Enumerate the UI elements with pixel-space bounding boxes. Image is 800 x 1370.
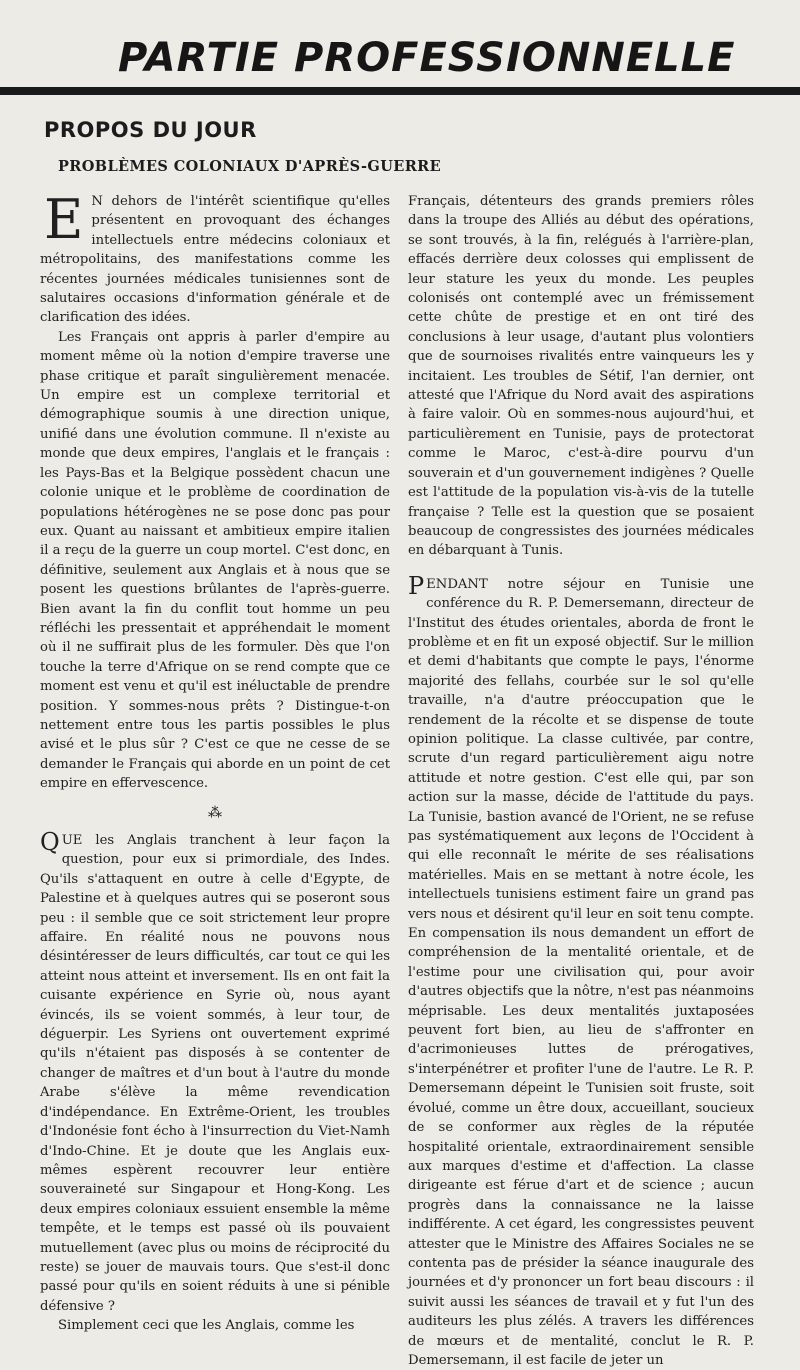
paragraph-text: ENDANT notre séjour en Tunisie une conférence du R. P. Demersemann, directeur de l'Institut des études orientales, aborda de front le problème et en fit un exposé objectif. Sur le million et demi d'habitants que compte le pays, l'énorme majorité des fellahs, courbée sur le sol qu'elle travaille, n'a d'autre préoccupation que le rendement de la récolte et se dispense de toute opinion politique. La classe cultivée, par contre, scrute d'un regard particulièrement aigu notre attitude et notre gestion. C'est elle qui, par son action sur la masse, décide de l'attitude du pays. La Tunisie, bastion avancé de l'Orient, ne se refuse pas systématiquement aux leçons de l'Occident à qui elle reconnaît le mérite de ses réalisations matérielles. Mais en se mettant à notre école, les intellectuels tunisiens estiment faire un grand pas vers nous et désirent qu'il leur en soit tenu compte. En compensation ils nous demandent un effort de compréhension de la mentalité orientale, et de l'estime pour une civilisation qui, pour avoir d'autres objectifs que la nôtre, n'est pas néanmoins méprisable. Les deux mentalités juxtaposées peuvent fort bien, au lieu de s'affronter en d'acrimonieuses luttes de prérogatives, s'interpénétrer et profiter l'une de l'autre. Le R. P. Demersemann dépeint le Tunisien soit fruste, soit évolué, comme un être doux, accueillant, soucieux de se conformer aux règles de la réputée hospitalité orientale, extraordinairement sensible aux marques d'estime et d'affection. La classe dirigeante est férue d'art et de science ; aucun progrès dans la connaissance ne la laisse indifférente. A cet égard, les congressistes peuvent attester que le Ministre des Affaires Sociales ne se contenta pas de présider la séance inaugurale des journées et d'y prononcer un fort beau discours : il suivit aussi les séances de travail et y fut l'un des auditeurs les plus zélés. A travers les différences de mœurs et de mentalité, conclut le R. P. Demersemann, il est facile de jeter un [408, 576, 754, 1368]
drop-cap: E [44, 188, 84, 251]
right-column [408, 192, 754, 1368]
drop-cap: P [408, 571, 425, 600]
paragraph-text: N dehors de l'intérêt scientifique qu'elles présentent en provoquant des échanges intellectuels entre médecins coloniaux et métropolitains, des manifestations comme les récentes journées médicales tunisiennes sont de salutaires occasions d'information générale et de clarification des idées. [40, 194, 390, 326]
paragraph: Français, détenteurs des grands premiers rôles dans la troupe des Alliés au début des opérations, se sont trouvés, à la fin, relégués à l'arrière-plan, effacés derrière deux colosses qui emplissent de leur stature les yeux du monde. Les peuples colonisés ont contemplé avec un frémissement cette chûte de prestige et en ont tiré des conclusions à leur usage, d'autant plus volontiers que de sournoises rivalités entre vainqueurs les y incitaient. Les troubles de Sétif, l'an dernier, ont attesté que l'Afrique du Nord avait des aspirations à faire valoir. Où en sommes-nous aujourd'hui, et particulièrement en Tunisie, pays de protectorat comme le Maroc, c'est-à-dire pourvu d'un souverain et d'un gouvernement indigènes ? Quelle est l'attitude de la population vis-à-vis de la tutelle française ? Telle est la question que se posaient beaucoup de congressistes des journées médicales en débarquant à Tunis. [408, 194, 754, 559]
paragraph [40, 188, 390, 328]
ornament-divider: ⁂ [208, 804, 222, 821]
drop-cap: Q [40, 828, 60, 856]
paragraph [40, 828, 390, 1316]
left-column [40, 188, 390, 1334]
paragraph-gap [408, 561, 754, 575]
section-title: PROPOS DU JOUR [44, 118, 257, 142]
paragraph: Les Français ont appris à parler d'empire au moment même où la notion d'empire traverse une phase critique et paraît singulièrement menacée. Un empire est un complexe territorial et démographique soumis à une direction unique, unifié dans une évolution commune. Il n'existe au monde que deux empires, l'anglais et le français : les Pays-Bas et la Belgique possèdent chacun une colonie unique et le problème de coordination de populations hétérogènes ne se pose donc pas pour eux. Quant au naissant et ambitieux empire italien il a reçu de la guerre un coup mortel. C'est donc, en définitive, seulement aux Anglais et à nous que se posent les questions brûlantes de l'après-guerre. Bien avant la fin du conflit tout homme un peu réfléchi les pressentait et appréhendait le moment où il ne suffirait plus de les formuler. Dès que l'on touche la terre d'Afrique on se rend compte que ce moment est venu et qu'il est inéluctable de prendre position. Y sommes-nous prêts ? Distingue-t-on nettement entre tous les partis possibles le plus avisé et le plus sûr ? C'est ce que ne cesse de se demander le Français qui aborde en un point de cet empire en effervescence. [40, 329, 390, 792]
article-title: PROBLÈMES COLONIAUX D'APRÈS-GUERRE [58, 158, 442, 175]
paragraph [408, 571, 754, 1370]
paragraph: Simplement ceci que les Anglais, comme les [58, 1318, 355, 1334]
paragraph-text: UE les Anglais tranchent à leur façon la question, pour eux si primordiale, des Indes. Qu'ils s'attaquent en outre à celle d'Egypte, de Palestine et à quelques autres qui se poseront sous peu : il semble que ce soit strictement leur propre affaire. En réalité nous ne pouvons nous désintéresser de leurs difficultés, car tout ce qui les atteint nous atteint et inversement. Ils en ont fait la cuisante expérience en Syrie où, nous ayant évincés, ils se voient sommés, à leur tour, de déguerpir. Les Syriens ont ouvertement exprimé qu'ils n'étaient pas disposés à se contenter de changer de maîtres et d'un bout à l'autre du monde Arabe s'élève la même revendication d'indépendance. En Extrême-Orient, les troubles d'Indonésie font écho à l'insurrection du Viet-Namh d'Indo-Chine. Et je doute que les Anglais eux-mêmes espèrent recouvrer leur entière souveraineté sur Singapour et Hong-Kong. Les deux empires coloniaux essuient ensemble la même tempête, et le temps est passé où ils pouvaient mutuellement (avec plus ou moins de réciprocité du reste) se jouer de mauvais tours. Que s'est-il donc passé pour qu'ils en soient réduits à une si pénible défensive ? [40, 833, 390, 1314]
header-title: PARTIE PROFESSIONNELLE [118, 35, 736, 81]
header-rule [0, 87, 800, 95]
